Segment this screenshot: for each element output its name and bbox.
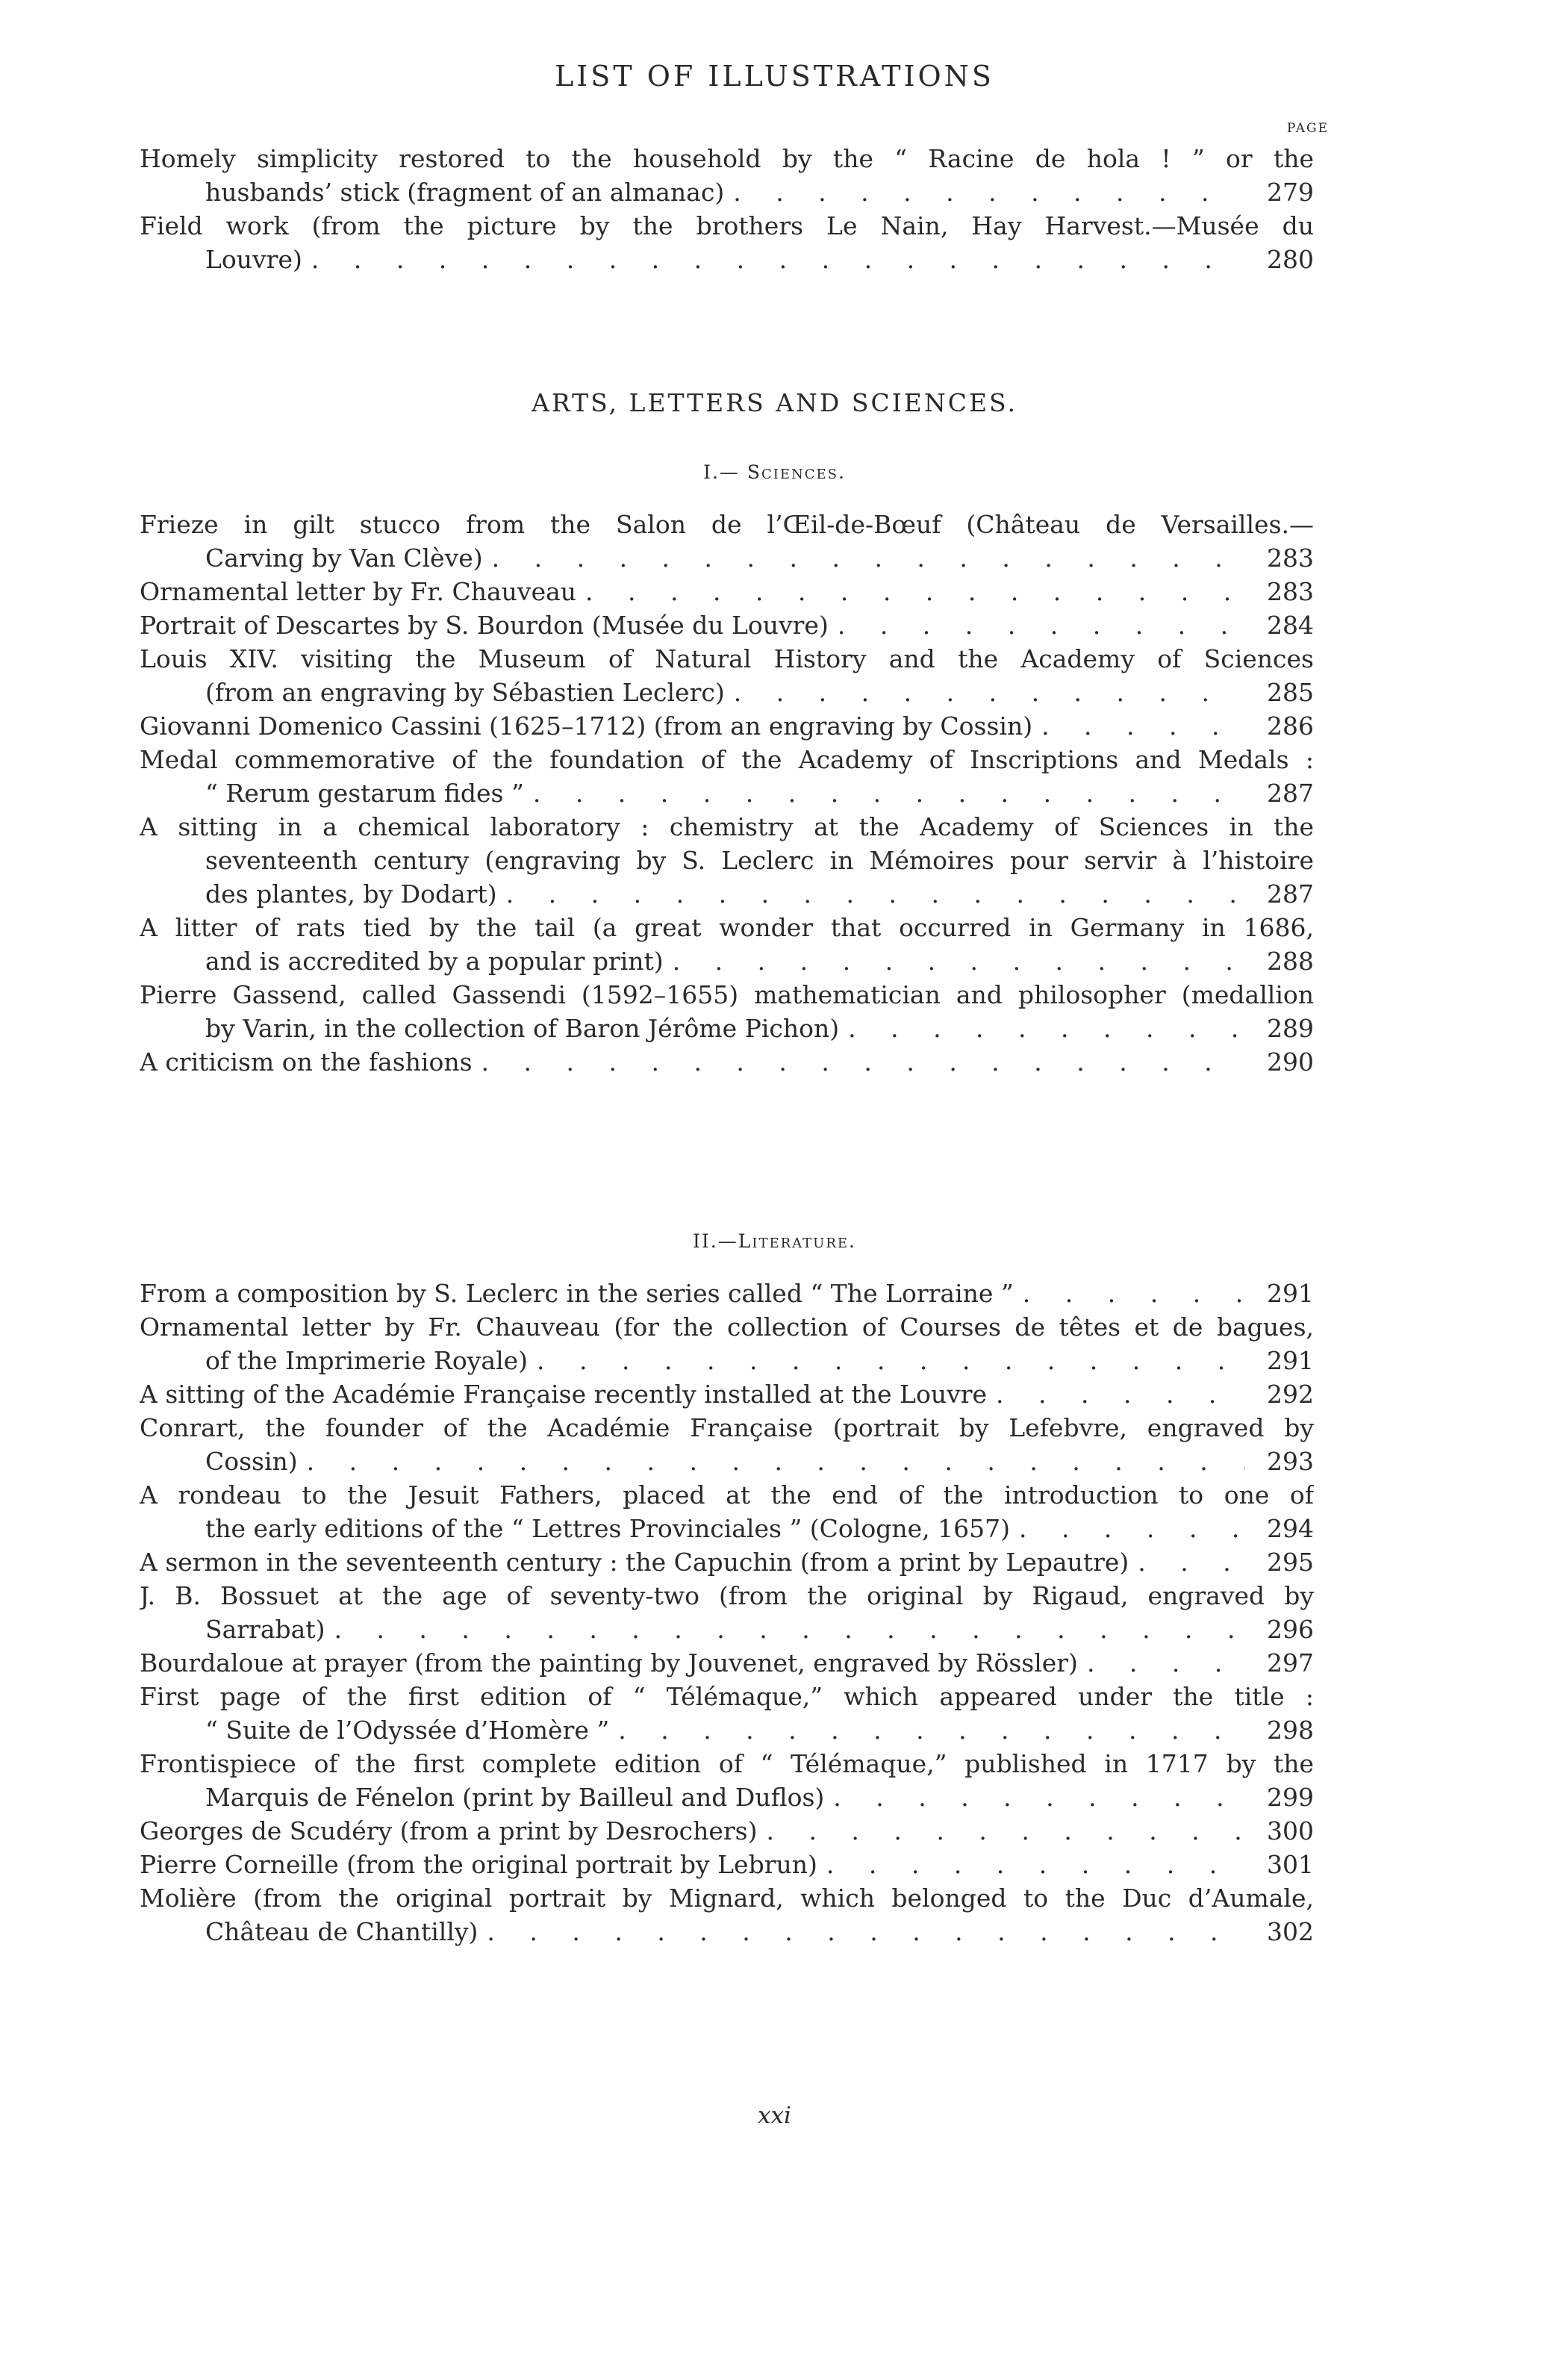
list-item [140,209,1314,276]
entry-text-line: Giovanni Domenico Cassini (1625–1712) (from an engraving by Cossin) [140,711,1033,741]
entry-text-line: seventeenth century (engraving by S. Leclerc in Mémoires pour servir à l’histoire [205,846,1314,875]
dot-leader [673,944,1245,978]
page-number: 293 [1267,1447,1314,1476]
entry-text-line: Cossin) [205,1447,298,1476]
entry-text-line: des plantes, by Dodart) [205,879,497,909]
list-item [140,743,1314,810]
entry-text-line: by Varin, in the collection of Baron Jérôme Pichon) [205,1014,840,1043]
literature-entry-list [140,1277,1314,1948]
entry-text-line: Frieze in gilt stucco from the Salon de l’Œil-de-Bœuf (Château de Versailles.— [140,510,1314,539]
list-item [140,1377,1314,1411]
dot-leader [848,1012,1245,1045]
list-item [140,1579,1314,1646]
list-item [140,810,1314,911]
intro-entry-list [140,142,1314,276]
page-number: 290 [1267,1047,1314,1077]
page-number: 302 [1267,1917,1314,1946]
entry-text-line: Homely simplicity restored to the household by the “ Racine de hola ! ” or the [140,144,1314,173]
entry-text-line: Medal commemorative of the foundation of the Academy of Inscriptions and Medals : [140,745,1314,774]
dot-leader [996,1377,1245,1411]
entry-text-line: Louis XIV. visiting the Museum of Natural History and the Academy of Sciences [140,644,1314,673]
page-number: 287 [1267,779,1314,808]
list-item [140,608,1314,642]
dot-leader [533,776,1245,810]
page-number: 295 [1267,1548,1314,1577]
page-number: 291 [1267,1279,1314,1308]
entry-text-line: Pierre Corneille (from the original portrait by Lebrun) [140,1850,817,1879]
page-number: 296 [1267,1615,1314,1644]
dot-leader [1019,1512,1245,1545]
entry-text-line: First page of the first edition of “ Télémaque,” which appeared under the title : [140,1682,1314,1711]
dot-leader [1041,709,1245,743]
dot-leader [826,1848,1245,1881]
entry-text-line: Portrait of Descartes by S. Bourdon (Musée du Louvre) [140,611,829,640]
entry-text-line: Field work (from the picture by the brothers Le Nain, Hay Harvest.—Musée du [140,211,1314,240]
entry-text-line: and is accredited by a popular print) [205,947,664,976]
page-number: 287 [1267,879,1314,909]
list-item [140,642,1314,709]
list-item [140,142,1314,209]
dot-leader [734,676,1245,709]
page-number: 297 [1267,1648,1314,1677]
dot-leader [492,541,1245,575]
list-item [140,1310,1314,1377]
entry-text-line: husbands’ stick (fragment of an almanac) [205,178,725,207]
entry-text-line: Château de Chantilly) [205,1917,479,1946]
dot-leader [585,575,1245,608]
page-number: 283 [1267,543,1314,573]
dot-leader [506,877,1245,911]
list-item [140,508,1314,575]
page-number: 289 [1267,1014,1314,1043]
list-item [140,1848,1314,1881]
page-number: 291 [1267,1346,1314,1375]
page-number: 298 [1267,1716,1314,1745]
list-item [140,1680,1314,1747]
dot-leader [307,1445,1245,1478]
dot-leader [311,243,1245,276]
subsection-title-literature: II.—Literature. [693,1230,856,1252]
page-number: 279 [1267,178,1314,207]
page-number: 280 [1267,245,1314,274]
dot-leader [618,1713,1245,1747]
subsection-title-sciences: I.— Sciences. [703,461,846,483]
entry-text-line: of the Imprimerie Royale) [205,1346,529,1375]
entry-text-line: Bourdaloue at prayer (from the painting by Jouvenet, engraved by Rössler) [140,1648,1078,1677]
list-item [140,1478,1314,1545]
page-number: 299 [1267,1783,1314,1812]
entry-text-line: Ornamental letter by Fr. Chauveau (for the collection of Courses de têtes et de bagues, [140,1312,1314,1342]
list-item [140,1411,1314,1478]
page-number: 284 [1267,611,1314,640]
page-number: 294 [1267,1514,1314,1543]
list-item [140,1045,1314,1079]
page-number: 285 [1267,678,1314,707]
entry-text-line: “ Rerum gestarum fides ” [205,779,524,808]
dot-leader [733,175,1245,209]
dot-leader [1087,1646,1245,1680]
list-item [140,709,1314,743]
entry-text-line: (from an engraving by Sébastien Leclerc) [205,678,725,707]
page-number: 301 [1267,1850,1314,1879]
list-item [140,1646,1314,1680]
entry-text-line: Conrart, the founder of the Académie Française (portrait by Lefebvre, engraved by [140,1413,1314,1442]
dot-leader [537,1344,1245,1377]
list-item [140,911,1314,978]
sciences-entry-list [140,508,1314,1079]
page-number: 288 [1267,947,1314,976]
list-item [140,1881,1314,1948]
entry-text-line: Louvre) [205,245,302,274]
list-item [140,1545,1314,1579]
list-item [140,1747,1314,1814]
entry-text-line: Marquis de Fénelon (print by Bailleul and Duflos) [205,1783,825,1812]
entry-text-line: Carving by Van Clève) [205,543,483,573]
list-item [140,978,1314,1045]
dot-leader [481,1045,1245,1079]
dot-leader [833,1781,1245,1814]
page-number: 283 [1267,577,1314,606]
entry-text-line: A criticism on the fashions [140,1047,473,1077]
entry-text-line: Pierre Gassend, called Gassendi (1592–1655) mathematician and philosopher (medallion [140,980,1314,1009]
section-title: ARTS, LETTERS AND SCIENCES. [532,388,1017,417]
dot-leader [766,1814,1245,1848]
entry-text-line: Molière (from the original portrait by Mignard, which belonged to the Duc d’Aumale, [140,1884,1314,1913]
page-number: 292 [1267,1380,1314,1409]
entry-text-line: Ornamental letter by Fr. Chauveau [140,577,577,606]
entry-text-line: A sermon in the seventeenth century : the Capuchin (from a print by Lepautre) [140,1548,1129,1577]
dot-leader [334,1613,1245,1646]
page-column-label: PAGE [1286,121,1329,136]
entry-text-line: the early editions of the “ Lettres Provinciales ” (Cologne, 1657) [205,1514,1010,1543]
entry-text-line: A rondeau to the Jesuit Fathers, placed at the end of the introduction to one of [140,1480,1314,1510]
entry-text-line: A litter of rats tied by the tail (a great wonder that occurred in Germany in 1686, [140,913,1314,942]
entry-text-line: A sitting in a chemical laboratory : chemistry at the Academy of Sciences in the [140,812,1314,841]
page-folio: xxi [758,2102,791,2129]
entry-text-line: “ Suite de l’Odyssée d’Homère ” [205,1716,610,1745]
entry-text-line: J. B. Bossuet at the age of seventy-two (from the original by Rigaud, engraved by [140,1581,1314,1610]
list-item [140,1814,1314,1848]
entry-text-line: From a composition by S. Leclerc in the series called “ The Lorraine ” [140,1279,1014,1308]
entry-text-line: A sitting of the Académie Française recently installed at the Louvre [140,1380,988,1409]
page-number: 300 [1267,1816,1314,1845]
dot-leader [1023,1277,1245,1310]
entry-text-line: Frontispiece of the first complete edition of “ Télémaque,” published in 1717 by the [140,1749,1314,1778]
dot-leader [1138,1545,1245,1579]
page-title: LIST OF ILLUSTRATIONS [555,60,994,93]
list-item [140,1277,1314,1310]
list-item [140,575,1314,608]
entry-text-line: Sarrabat) [205,1615,325,1644]
dot-leader [838,608,1245,642]
entry-text-line: Georges de Scudéry (from a print by Desrochers) [140,1816,758,1845]
page-number: 286 [1267,711,1314,741]
dot-leader [487,1915,1245,1948]
